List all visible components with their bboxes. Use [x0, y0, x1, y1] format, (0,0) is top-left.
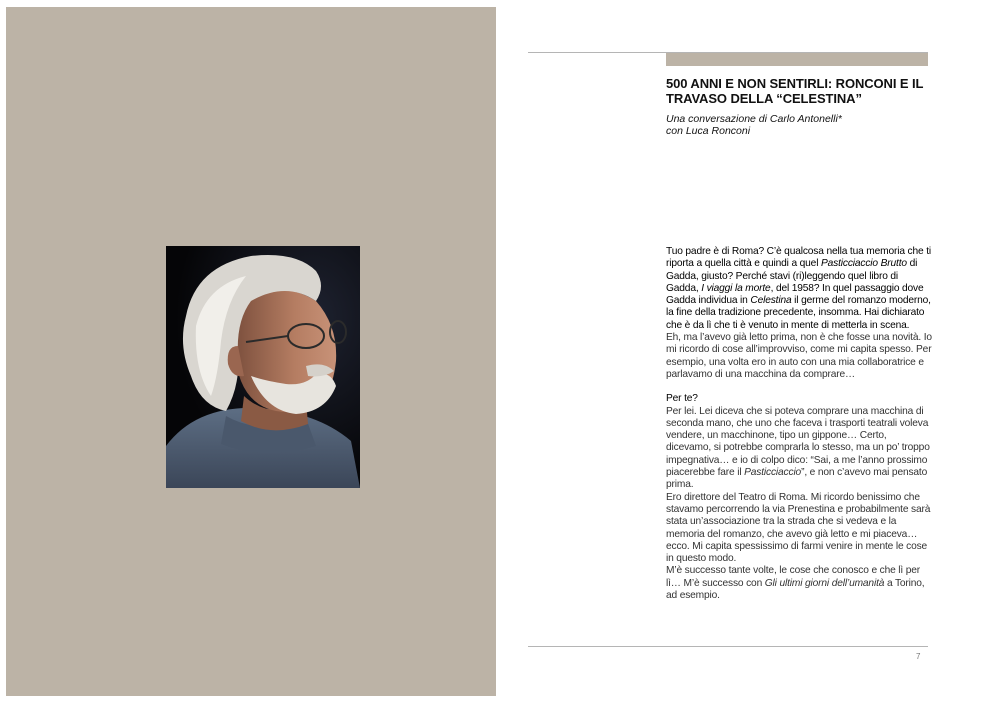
answer-2: [666, 406, 932, 492]
page-number: 7: [916, 652, 921, 661]
left-page: [6, 7, 496, 696]
question-1-italic-1: Pasticciaccio Brutto: [821, 258, 907, 270]
top-band: [666, 53, 928, 66]
answer-3: Ero direttore del Teatro di Roma. Mi ricordo benissimo che stavamo percorrendo la via Prenestina e probabilmente sarà stata un’associazione tra la strada che si vedeva e la memoria del romanzo, che avevo già letto e mi piaceva… ecco. Mi capita spessissimo di farmi venire in mente le cose in questo modo.: [666, 491, 931, 565]
article-title: 500 ANNI E NON SENTIRLI: RONCONI E IL TRAVASO DELLA “CELESTINA”: [666, 76, 924, 106]
answer-4: [666, 565, 932, 602]
answer-1: Eh, ma l’avevo già letto prima, non è che fosse una novità. Io mi ricordo di cose all’improvviso, come mi capita spesso. Per esempio, una volta ero in auto con una mia collaboratrice e parlavamo di una macchina da comprare…: [666, 332, 932, 380]
subtitle-line-1: Una conversazione di Carlo Antonelli*: [666, 113, 842, 125]
question-2: Per te?: [666, 393, 698, 405]
question-1-text: il germe del romanzo moderno, la fine della tradizione precedente, insomma. Hai dichiarato che è da lì che ti è venuto in mente di metterla in scena.: [666, 295, 931, 331]
question-1: [666, 246, 932, 332]
bottom-rule: [528, 646, 928, 647]
question-1-italic-2: I viaggi la morte: [701, 282, 771, 294]
answer-2-text: ”, e non c’avevo mai pensato prima.: [666, 467, 928, 491]
answer-4-italic: Gli ultimi giorni dell’umanità: [764, 577, 885, 589]
question-1-text: Tuo padre è di Roma? C’è qualcosa nella tua memoria che ti riporta a quella città e quindi a quel: [666, 246, 931, 270]
portrait-photo-icon: [166, 246, 360, 488]
question-1-text: di Gadda, giusto? Perché stavi (ri)leggendo quel libro di Gadda,: [666, 258, 918, 294]
answer-4-text: a Torino, ad esempio.: [666, 577, 925, 602]
answer-2-italic: Pasticciaccio: [744, 467, 802, 479]
subtitle-line-2: con Luca Ronconi: [666, 125, 751, 137]
article-body: [666, 246, 932, 602]
question-1-text: , del 1958? In quel passaggio dove Gadda individua in: [666, 282, 924, 307]
question-1-italic-3: Celestina: [750, 295, 792, 307]
answer-2-text: Per lei. Lei diceva che si poteva comprare una macchina di seconda mano, che uno che faceva i trasporti teatrali voleva vendere, un macchinone, tipo un gippone… Certo, dicevamo, si potrebbe comprarla lo stesso, ma un po’ troppo impegnativa… e io di colpo dico: “Sai, a me l’anno prossimo piacerebbe fare il: [666, 405, 930, 479]
answer-4-text: M’è successo tante volte, le cose che conosco e che lì per lì… M’è successo con: [666, 565, 921, 589]
article-subtitle: [666, 113, 936, 137]
